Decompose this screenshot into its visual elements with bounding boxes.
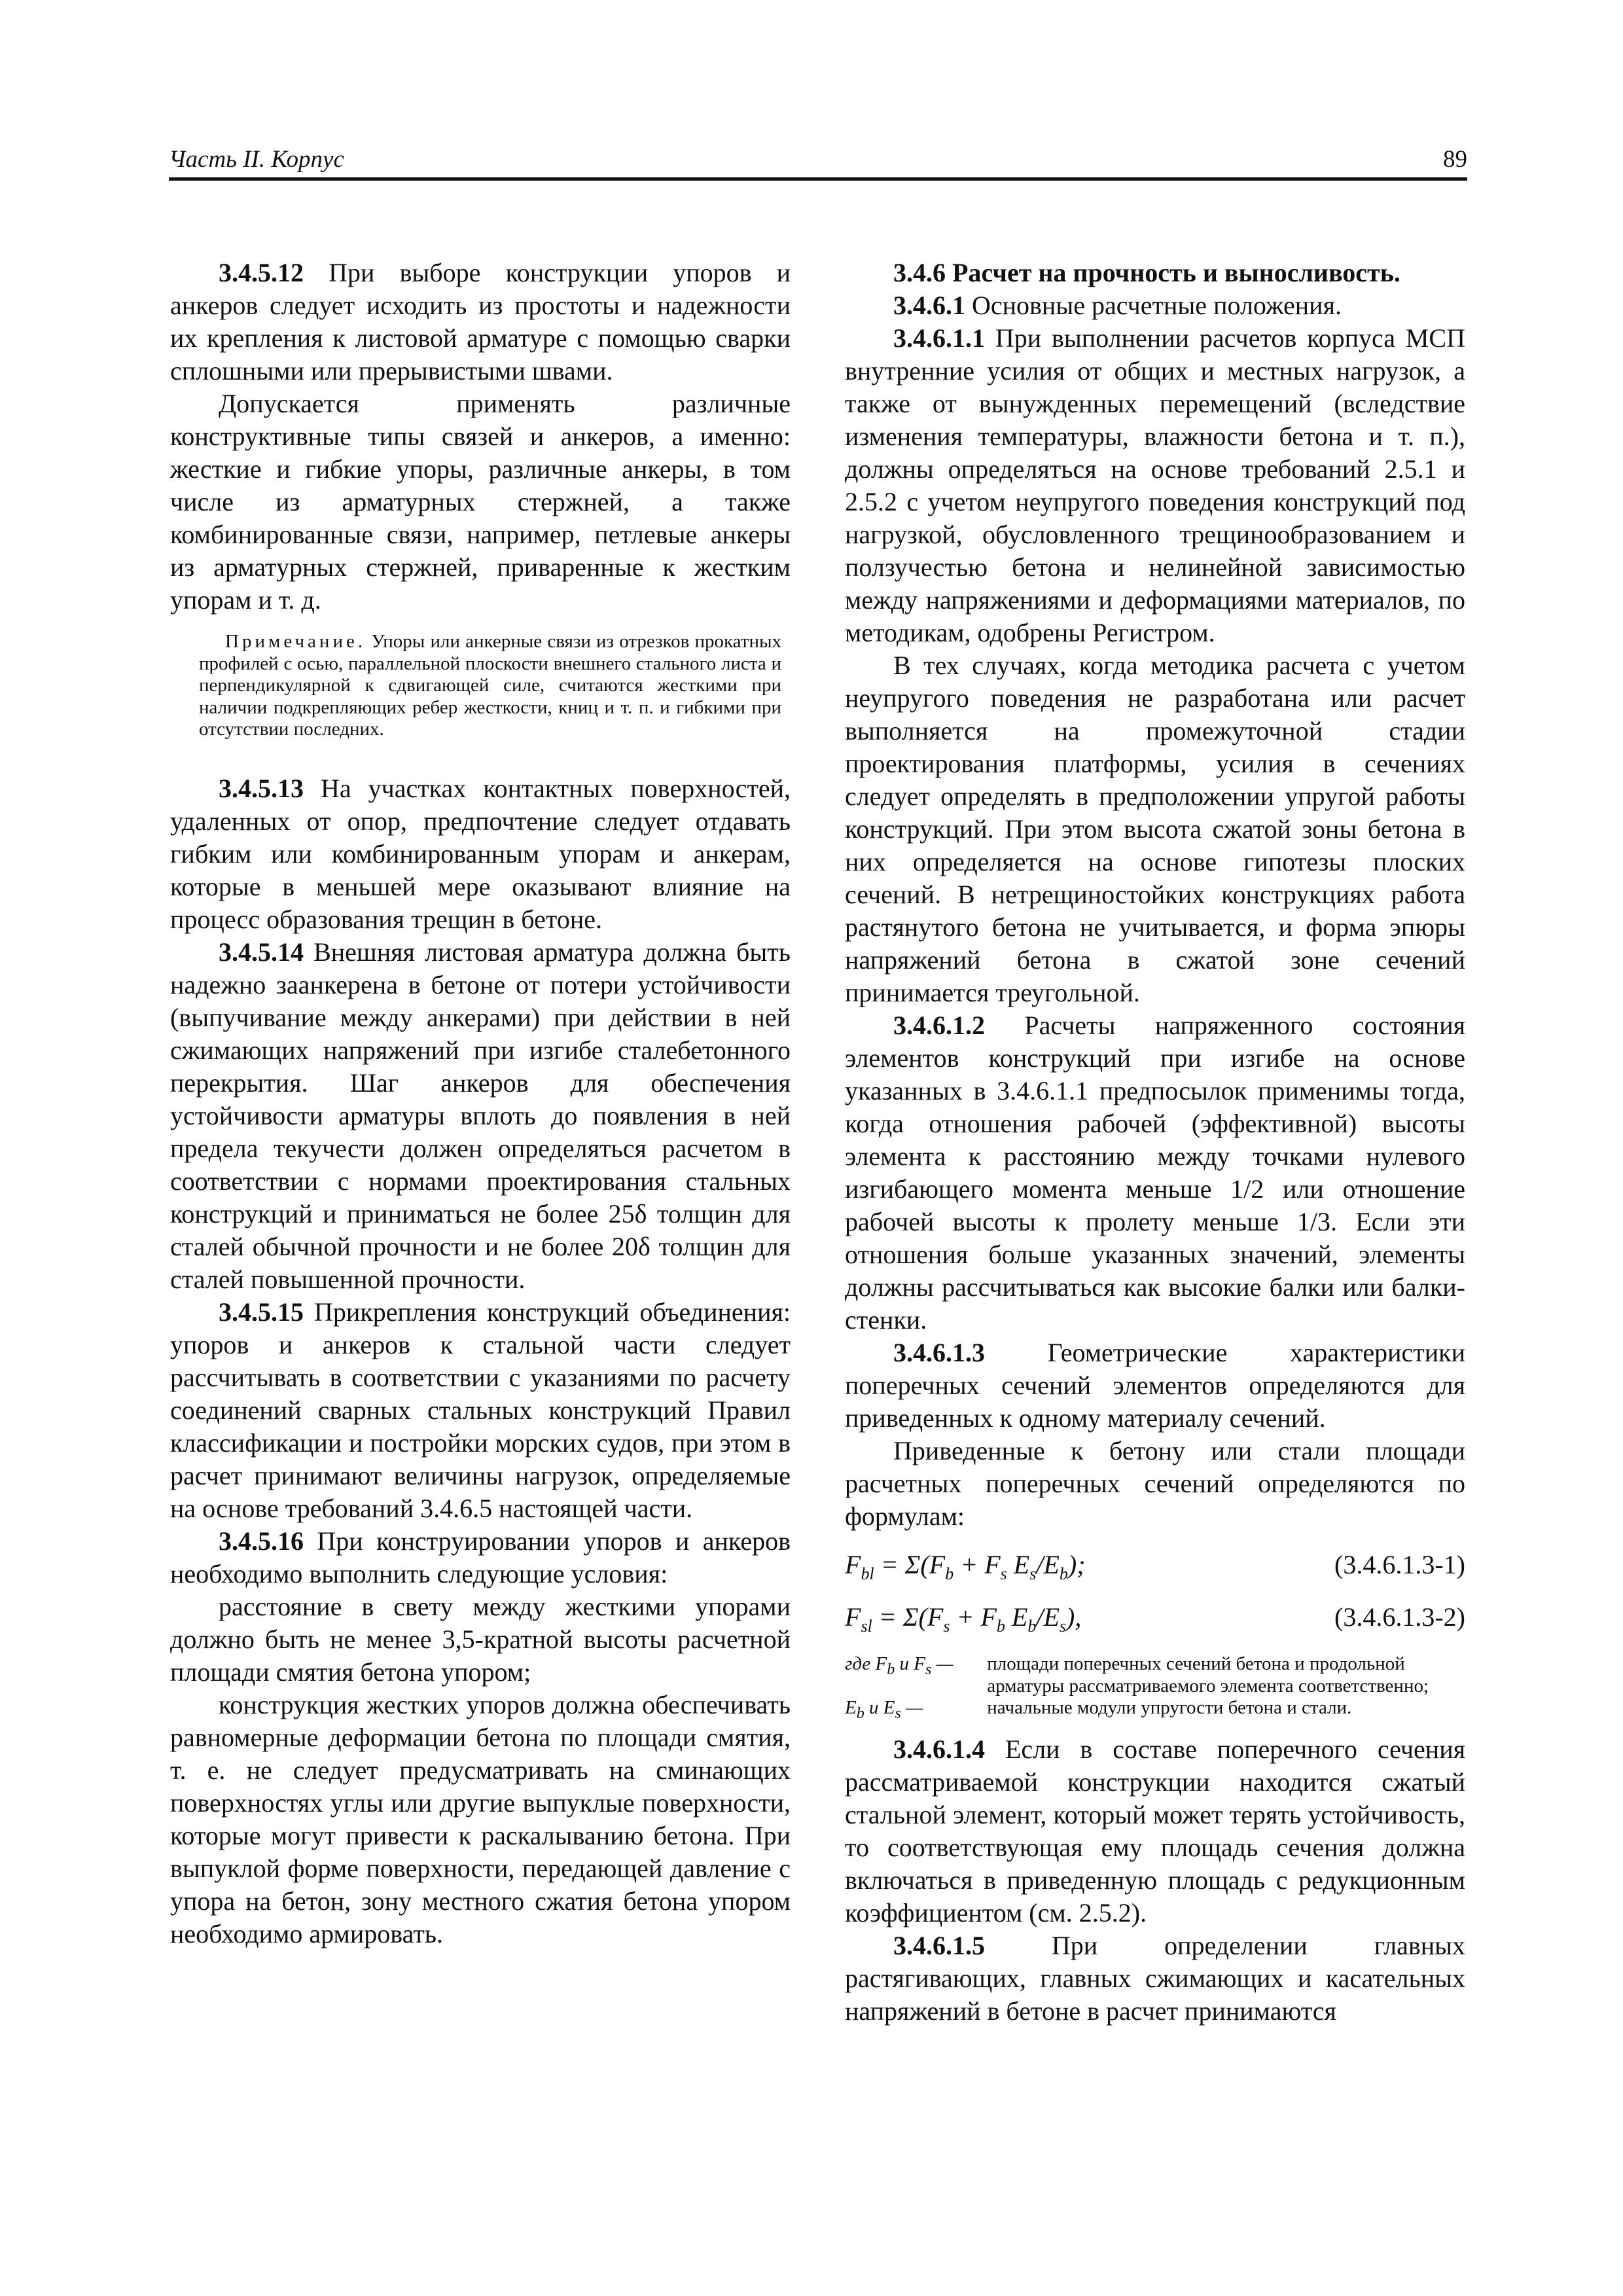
note — [170, 631, 791, 741]
paragraph-condition-1: расстояние в свету между жесткими упорами должно быть не менее 3,5-кратной высоты расчетной площади смятия бетона упором; — [170, 1591, 791, 1687]
section-heading — [845, 257, 1465, 289]
formula-number: (3.4.6.1.3-2) — [1334, 1602, 1465, 1632]
clause-number: 3.4.5.15 — [219, 1297, 304, 1327]
clause-number: 3.4.5.14 — [219, 937, 304, 967]
clause-text: При выполнении расчетов корпуса МСП внутренние усилия от общих и местных нагрузок, а также от вынужденных перемещений (вследствие изменения температуры, влажности бетона и т. п.), должны определяться на основе требований 2.5.1 и 2.5.2 с учетом неупругого поведения конструкций под нагрузкой, обусловленного трещинообразованием и ползучестью бетона и нелинейной зависимостью между напряжениями и деформациями материалов, по методикам, одобрены Регистром. — [845, 323, 1465, 647]
right-column — [845, 257, 1465, 2028]
running-title: Часть II. Корпус — [169, 146, 344, 173]
clause-number: 3.4.6.1.5 — [893, 1931, 985, 1961]
paragraph-elastic: В тех случаях, когда методика расчета с учетом неупругого поведения не разработана или расчет выполняется на промежуточной стадии проектирования платформы, усилия в сечениях следует определять в предположении упругой работы конструкций. При этом высота сжатой зоны бетона в них определяется на основе гипотезы плоских сечений. В нетрещиностойких конструкциях работа растянутого бетона не учитывается, и форма эпюры напряжений бетона в сжатой зоне сечений принимается треугольной. — [845, 651, 1465, 1007]
clause-text: Внешняя листовая арматура должна быть надежно заанкерена в бетоне от потери устойчивости (выпучивание между анкерами) при действии в ней сжимающих напряжений при изгибе сталебетонного перекрытия. Шаг анкеров для обеспечения устойчивости арматуры вплоть до появления в ней предела текучести должен определяться расчетом в соответствии с нормами проектирования стальных конструкций и приниматься не более 25δ толщин для сталей обычной прочности и не более 20δ толщин для сталей повышенной прочности. — [170, 937, 791, 1294]
page-number: 89 — [1443, 146, 1467, 173]
paragraph-condition-2: конструкция жестких упоров должна обеспечивать равномерные деформации бетона по площади смятия, т. е. не следует предусматривать на сминающих поверхностях углы или другие выпуклые поверхности, которые могут привести к раскалыванию бетона. При выпуклой форме поверхности, передающей давление с упора на бетон, зону местного сжатия бетона упором необходимо армировать. — [170, 1689, 791, 1948]
paragraph-3-4-6-1-4 — [845, 1733, 1465, 1929]
legend-text: площади поперечных сечений бетона и продольной арматуры рассматриваемого элемента соответственно; — [987, 1653, 1429, 1696]
paragraph-3-4-5-15 — [170, 1296, 791, 1525]
clause-text: Прикрепления конструкций объединения: упоров и анкеров к стальной части следует рассчитывать в соответствии с указаниями по расчету соединений сварных стальных конструкций Правил классификации и постройки морских судов, при этом в расчет принимают величины нагрузок, определяемые на основе требований 3.4.6.5 настоящей части. — [170, 1297, 791, 1523]
header-rule — [169, 177, 1467, 181]
clause-number: 3.4.6.1.4 — [893, 1734, 985, 1765]
formula-legend — [845, 1653, 1465, 1724]
spacer — [170, 741, 791, 772]
paragraph-3-4-6-1-2 — [845, 1009, 1465, 1336]
clause-text: Если в составе поперечного сечения рассматриваемой конструкции находится сжатый стальной элемент, который может терять устойчивость, то соответствующая ему площадь сечения должна включаться в приведенную площадь с редукционным коэффициентом (см. 2.5.2). — [845, 1734, 1465, 1928]
clause-number: 3.4.5.12 — [219, 258, 304, 287]
formula-expression: $F_{bl} = \Sigma(F_b + F_s$ $E_s/E_b$); — [845, 1550, 1086, 1583]
legend-row — [845, 1697, 1465, 1724]
paragraph-connections: Допускается применять различные конструктивные типы связей и анкеров, а именно: жесткие и гибкие упоры, различные анкеры, в том числе из арматурных стержней, а также комбинированные связи, например, петлевые анкеры из арматурных стержней, приваренные к жестким упорам и т. д. — [170, 389, 791, 615]
clause-text: Геометрические характеристики поперечных сечений элементов определяются для приведенных к одному материалу сечений. — [845, 1338, 1465, 1433]
paragraph-3-4-6-1-1 — [845, 322, 1465, 649]
clause-number: 3.4.6.1.2 — [893, 1011, 985, 1040]
subsection-heading — [845, 289, 1465, 322]
left-column — [170, 257, 791, 1950]
paragraph-3-4-6-1-3 — [845, 1336, 1465, 1435]
paragraph-3-4-6-1-5 — [845, 1929, 1465, 2028]
paragraph-3-4-5-14 — [170, 936, 791, 1296]
paragraph-3-4-5-13 — [170, 772, 791, 936]
clause-number: 3.4.6.1.1 — [893, 323, 985, 353]
formula-number: (3.4.6.1.3-1) — [1334, 1550, 1465, 1579]
clause-number: 3.4.5.16 — [219, 1526, 304, 1556]
paragraph-areas: Приведенные к бетону или стали площади расчетных поперечных сечений определяются по формулам: — [845, 1436, 1465, 1531]
clause-number: 3.4.6.1.3 — [893, 1338, 985, 1367]
legend-symbol: $E_b$ и $E_s$ — — [845, 1697, 923, 1722]
clause-text: На участках контактных поверхностей, удаленных от опор, предпочтение следует отдавать гибким или комбинированным упорам и анкерам, которые в меньшей мере оказывают влияние на процесс образования трещин в бетоне. — [170, 773, 791, 934]
running-header — [169, 145, 1467, 178]
legend-symbol: где $F_b$ и $F_s$ — — [845, 1653, 954, 1678]
note-text: Упоры или анкерные связи из отрезков прокатных профилей с осью, параллельной плоскости внешнего стального листа и перпендикулярной к сдвигающей силе, считаются жесткими при наличии подкрепляющих ребер жесткости, книц и т. п. и гибкими при отсутствии последних. — [199, 631, 781, 740]
formula-expression: $F_{sl} = \Sigma(F_s + F_b$ $E_b/E_s$), — [845, 1602, 1082, 1636]
paragraph-3-4-5-16 — [170, 1525, 791, 1590]
note-label: Примечание. — [225, 631, 366, 652]
legend-row — [845, 1653, 1465, 1697]
subsection-number: 3.4.6.1 — [893, 291, 965, 320]
legend-text: начальные модули упругости бетона и стали. — [987, 1697, 1352, 1718]
formula-2 — [845, 1601, 1465, 1634]
clause-text: При определении главных растягивающих, главных сжимающих и касательных напряжений в бетоне в расчет принимаются — [845, 1931, 1465, 2026]
section-number: 3.4.6 — [893, 258, 946, 287]
clause-text: При конструировании упоров и анкеров необходимо выполнить следующие условия: — [170, 1526, 791, 1588]
section-title: Расчет на прочность и выносливость. — [946, 258, 1400, 287]
clause-number: 3.4.5.13 — [219, 773, 304, 803]
formula-1 — [845, 1549, 1465, 1581]
paragraph-3-4-5-12 — [170, 257, 791, 387]
clause-text: При выборе конструкции упоров и анкеров следует исходить из простоты и надежности их крепления к листовой арматуре с помощью сварки сплошными или прерывистыми швами. — [170, 258, 791, 386]
clause-text: Расчеты напряженного состояния элементов конструкций при изгибе на основе указанных в 3.4.6.1.1 предпосылок применимы тогда, когда отношения рабочей (эффективной) высоты элемента к расстоянию между точками нулевого изгибающего момента меньше 1/2 или отношение рабочей высоты к пролету меньше 1/3. Если эти отношения больше указанных значений, элементы должны рассчитываться как высокие балки или балки-стенки. — [845, 1011, 1465, 1335]
subsection-title: Основные расчетные положения. — [965, 291, 1342, 320]
